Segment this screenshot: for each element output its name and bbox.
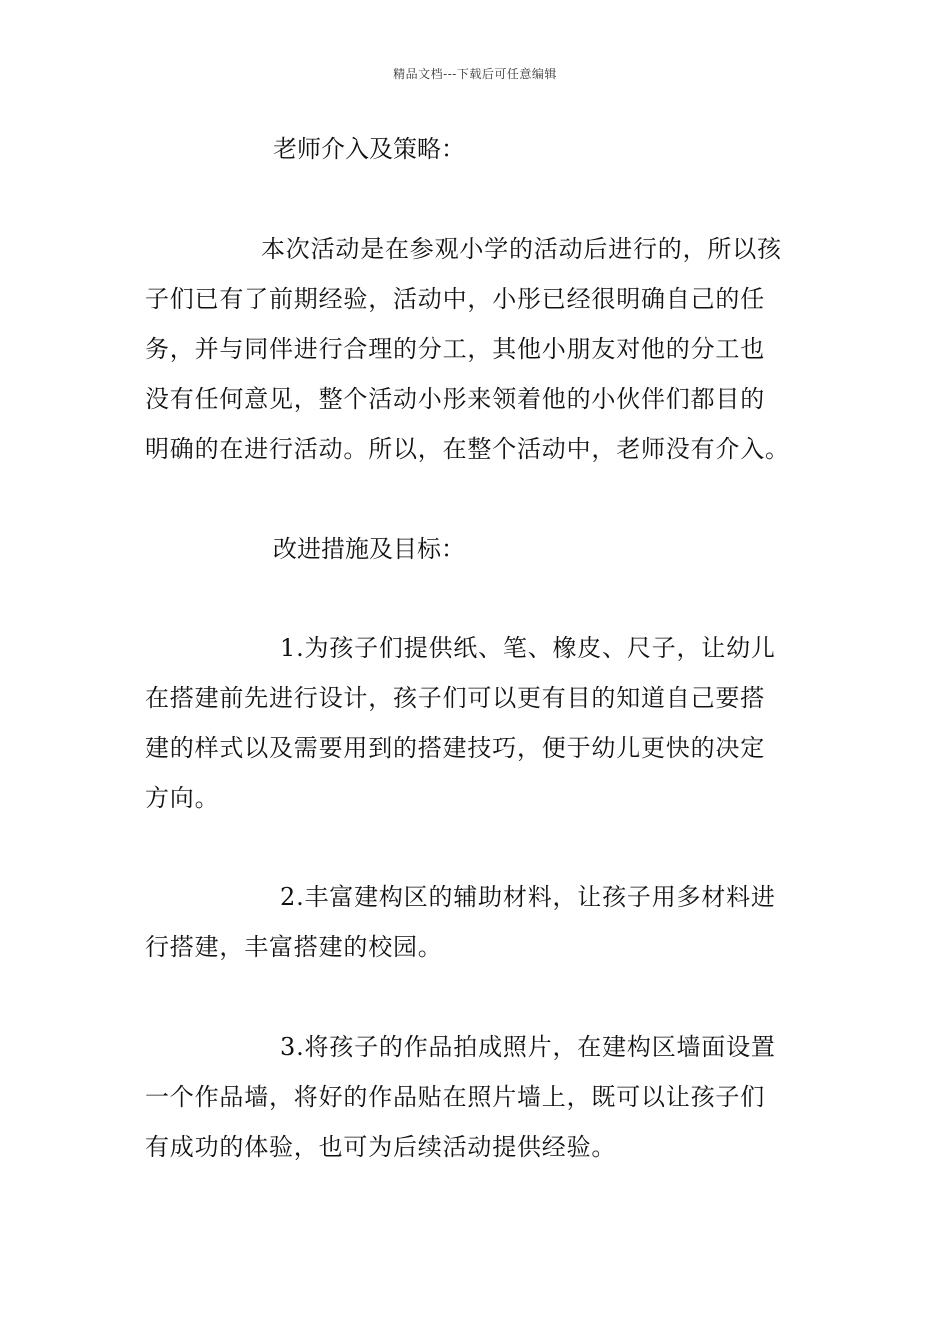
- paragraph-item-3: [145, 1022, 810, 1172]
- paragraph-item-1: [145, 623, 810, 823]
- text-line: 在搭建前先进行设计，孩子们可以更有目的知道自己要搭: [145, 684, 765, 712]
- text-line: 子们已有了前期经验，活动中，小彤已经很明确自己的任: [145, 285, 765, 313]
- paragraph-teacher-intervention: [145, 224, 810, 474]
- text-line: 一个作品墙，将好的作品贴在照片墙上，既可以让孩子们: [145, 1083, 765, 1111]
- text-line: 建的样式以及需要用到的搭建技巧，便于幼儿更快的决定: [145, 734, 765, 762]
- text-line: 没有任何意见，整个活动小彤来领着他的小伙伴们都目的: [145, 385, 765, 413]
- heading-teacher-intervention: 老师介入及策略：: [273, 135, 465, 163]
- text-line: 务，并与同伴进行合理的分工，其他小朋友对他的分工也: [145, 335, 765, 363]
- text-line: 3.将孩子的作品拍成照片，在建构区墙面设置: [280, 1033, 776, 1061]
- text-line: 方向。: [145, 784, 220, 812]
- text-line: 1.为孩子们提供纸、笔、橡皮、尺子，让幼儿: [280, 634, 776, 662]
- text-line: 行搭建，丰富搭建的校园。: [145, 933, 443, 961]
- text-line: 有成功的体验，也可为后续活动提供经验。: [145, 1133, 617, 1161]
- text-line: 明确的在进行活动。所以，在整个活动中，老师没有介入。: [145, 435, 790, 463]
- heading-improvement-measures: 改进措施及目标：: [273, 535, 465, 563]
- text-line: 2.丰富建构区的辅助材料，让孩子用多材料进: [280, 883, 776, 911]
- text-line: 本次活动是在参观小学的活动后进行的，所以孩: [261, 235, 782, 263]
- page-header: 精品文档---下载后可任意编辑: [393, 67, 557, 81]
- paragraph-item-2: [145, 872, 810, 972]
